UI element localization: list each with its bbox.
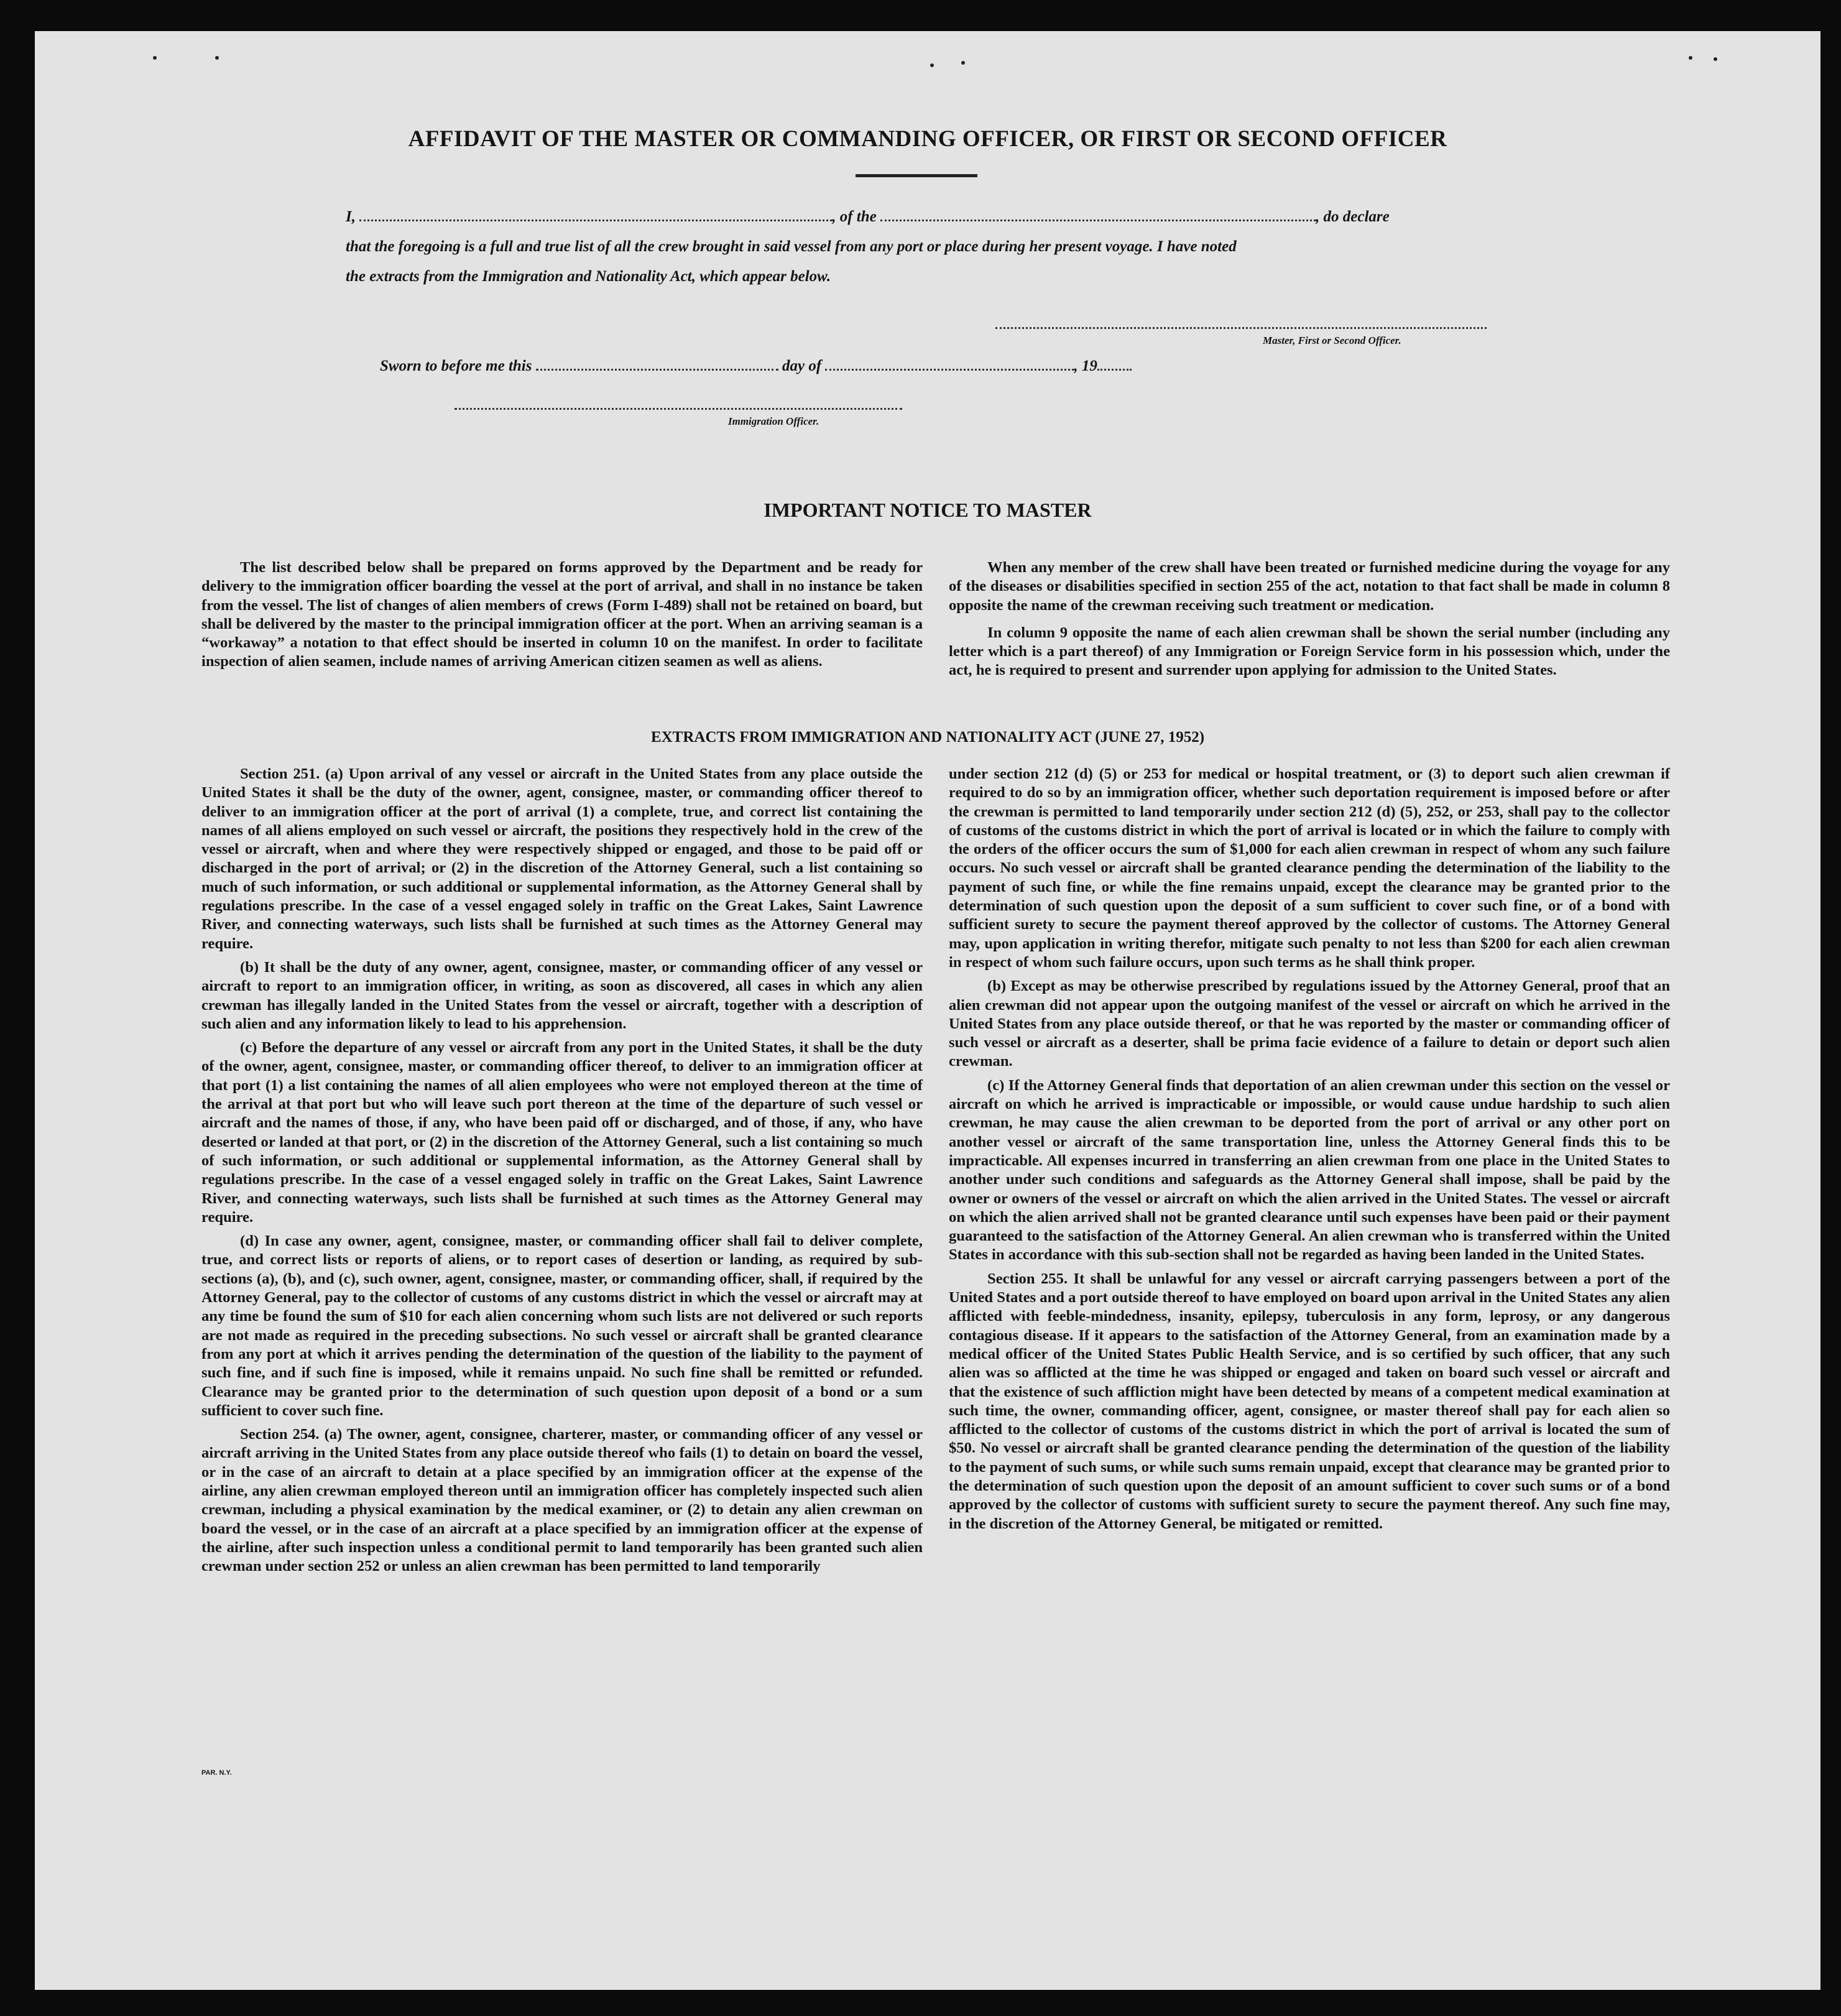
sworn-day-field[interactable]: [536, 368, 778, 371]
section-paragraph: Section 255. It shall be unlawful for any vessel or aircraft carrying passengers between a port of the United States and a port outside thereof to have employed on board upon arrival in the United States any alien afflicted with feeble-mindedness, insanity, epilepsy, tuberculosis in any form, leprosy, or any dangerous contagious disease. If it appears to the satisfaction of the Attorney General, from an examination made by a medical officer of the United States Public Health Service, and is so certified by such officer, that any such alien was so afflicted at the time he was shipped or engaged and taken on board such vessel or aircraft and that the existence of such affliction might have been detected by means of a competent medical examination at such time, the owner, commanding officer, agent, consignee, or master thereof shall pay for each alien so afflicted to the collector of customs of the customs district in which the port of arrival is located the sum of $50. No vessel or aircraft shall be granted clearance pending the determination of the question of the liability to the payment of such sums, or while such sums remain unpaid, except that clearance may be granted prior to the determination of such question upon the deposit of an amount sufficient to cover such sums or of a bond approved by the collector of customs with sufficient surety to secure the payment thereof. Any such fine may, in the discretion of the Attorney General, be mitigated or remitted.: [949, 1270, 1670, 1532]
scan-speck: [961, 61, 965, 65]
extracts-right-column: [949, 765, 1670, 1538]
notice-left-column: [201, 558, 923, 677]
officer-signature-line[interactable]: [454, 408, 902, 410]
scan-speck: [930, 63, 934, 67]
year-prefix-label: , 19: [1074, 358, 1097, 374]
vessel-field[interactable]: [880, 218, 1316, 221]
section-paragraph: (b) Except as may be otherwise prescribed by regulations issued by the Attorney General, proof that an alien crewman did not appear upon the outgoing manifest of the vessel or aircraft on which he arrived in the United States from any place outside thereof, or that he was reported by the master or commanding officer of such vessel or aircraft as a deserter, shall be prima facie evidence of a failure to detain or deport such alien crewman.: [949, 978, 1670, 1070]
extracts-left-column: [201, 765, 923, 1581]
declaration-line-3: the extracts from the Immigration and Nationality Act, which appear below.: [346, 268, 831, 285]
notice-paragraph: The list described below shall be prepared on forms approved by the Department and be ready for delivery to the immigration officer boarding the vessel at the port of arrival, and shall in no instance be taken from the vessel. The list of changes of alien members of crews (Form I-489) shall not be retained on board, but shall be delivered by the master to the principal immigration officer at the port. When an arriving seaman is a “workaway” a notation to that effect should be inserted in column 10 on the manifest. In order to facilitate inspection of alien seamen, include names of arriving American citizen seamen as well as aliens.: [201, 559, 923, 670]
sworn-month-field[interactable]: [825, 368, 1074, 371]
officer-signature-caption: Immigration Officer.: [728, 415, 819, 427]
scan-speck: [153, 56, 157, 60]
declaration-line-2: that the foregoing is a full and true list of all the crew brought in said vessel from any port or place during her present voyage. I have noted: [346, 238, 1237, 255]
declaration-do-declare-label: , do declare: [1316, 208, 1390, 225]
name-field[interactable]: [359, 218, 832, 221]
section-paragraph: (b) It shall be the duty of any owner, agent, consignee, master, or commanding officer of any vessel or aircraft to report to an immigration officer, in writing, as soon as discovered, all cases in which any alien crewman has illegally landed in the United States from the vessel or aircraft, together with a description of such alien and any information likely to lead to his apprehension.: [201, 958, 923, 1032]
notice-title: IMPORTANT NOTICE TO MASTER: [764, 499, 1092, 521]
extracts-title: EXTRACTS FROM IMMIGRATION AND NATIONALITY ACT (JUNE 27, 1952): [650, 729, 1205, 746]
scan-speck: [1689, 56, 1692, 60]
sworn-year-field[interactable]: [1097, 368, 1132, 371]
section-paragraph: (c) If the Attorney General finds that deportation of an alien crewman under this section on the vessel or aircraft on which he arrived is impracticable or impossible, or would cause undue hardship to such alien crewman, he may cause the alien crewman to be deported from the port of arrival or any other port on another vessel or aircraft of the same transportation line, unless the Attorney General finds this to be impracticable. All expenses incurred in transferring an alien crewman from one place in the United States to another under such conditions and safeguards as the Attorney General shall impose, shall be paid by the owner or owners of the vessel or aircraft on which the alien arrived in the United States. The vessel or aircraft on which the alien arrived shall not be granted clearance until such expenses have been paid or their payment guaranteed to the satisfaction of the Attorney General. An alien crewman who is transferred within the United States in accordance with this sub-section shall not be regarded as having been landed in the United States.: [949, 1076, 1670, 1264]
section-paragraph: (d) In case any owner, agent, consignee, master, or commanding officer shall fail to deliver complete, true, and correct lists or reports of aliens, or to report cases of desertion or landing, as required by sub-sections (a), (b), and (c), such owner, agent, consignee, master, or commanding officer, shall, if required by the Attorney General, pay to the collector of customs of any customs district in which the vessel or aircraft may at any time be found the sum of $10 for each alien concerning whom such lists are not delivered or such reports are not made as required in the preceding subsections. No such vessel or aircraft shall be granted clearance from any port at which it arrives pending the determination of the question of the liability to the payment of such fine, and if such fine is imposed, while it remains unpaid. No such fine shall be remitted or refunded. Clearance may be granted prior to the determination of such question upon deposit of a bond or a sum sufficient to cover such fine.: [201, 1232, 923, 1419]
notice-right-column: [949, 558, 1670, 685]
master-signature-caption: Master, First or Second Officer.: [1263, 335, 1401, 346]
title-underline: [856, 174, 977, 177]
master-signature-line[interactable]: [995, 327, 1487, 329]
notice-paragraph: In column 9 opposite the name of each alien crewman shall be shown the serial number (including any letter which is a part thereof) of any Immigration or Foreign Service form in his possession which, under the act, he is required to present and surrender upon applying for admission to the United States.: [949, 624, 1670, 679]
affidavit-title: AFFIDAVIT OF THE MASTER OR COMMANDING OFFICER, OR FIRST OR SECOND OFFICER: [408, 126, 1447, 152]
scan-speck: [1714, 57, 1717, 61]
sworn-line: [380, 358, 1561, 375]
notice-paragraph: When any member of the crew shall have been treated or furnished medicine during the voyage for any of the diseases or disabilities specified in section 255 of the act, notation to that fact shall be made in column 8 opposite the name of the crewman receiving such treatment or medication.: [949, 559, 1670, 614]
declaration-of-the-label: , of the: [832, 208, 877, 225]
document-page: [35, 31, 1820, 1990]
section-paragraph: (c) Before the departure of any vessel or aircraft from any port in the United States, it shall be the duty of the owner, agent, consignee, master, or commanding officer thereof, to deliver to an immigration officer at that port (1) a list containing the names of all alien employees who were not employed thereon at the time of the arrival at that port but who will leave such port thereon at the time of the departure of such vessel or aircraft and the names of those, if any, who have been paid off or discharged, and of those, if any, who have deserted or landed at that port, or (2) in the discretion of the Attorney General, such a list containing so much of such information, or such additional or supplemental information, as the Attorney General shall by regulations prescribe. In the case of a vessel engaged solely in traffic on the Great Lakes, Saint Lawrence River, and connecting waterways, such lists shall be furnished at such times as the Attorney General may require.: [201, 1039, 923, 1226]
declaration-line-1: [346, 208, 1527, 226]
scan-speck: [215, 56, 219, 60]
day-of-label: day of: [782, 358, 822, 374]
section-paragraph: Section 251. (a) Upon arrival of any vessel or aircraft in the United States from any place outside the United States it shall be the duty of the owner, agent, consignee, master, or commanding officer thereof to deliver to an immigration officer at the port of arrival (1) a complete, true, and correct list containing the names of all aliens employed on such vessel or aircraft, the positions they respectively hold in the crew of the vessel or aircraft, when and where they were respectively shipped or engaged, and those to be paid off or discharged in the port of arrival; or (2) in the discretion of the Attorney General, such a list containing so much of such information, or such additional or supplemental information, as the Attorney General shall by regulations prescribe. In the case of a vessel engaged solely in traffic on the Great Lakes, Saint Lawrence River, and connecting waterways, such lists shall be furnished at such times as the Attorney General may require.: [201, 765, 923, 952]
section-paragraph: Section 254. (a) The owner, agent, consignee, charterer, master, or commanding officer of any vessel or aircraft arriving in the United States from any place outside thereof who fails (1) to detain on board the vessel, or in the case of an aircraft to detain at a place specified by an immigration officer at the expense of the airline, any alien crewman employed thereon until an immigration officer has completely inspected such alien crewman, including a physical examination by the medical examiner, or (2) to detain any alien crewman on board the vessel, or in the case of an aircraft at a place specified by an immigration officer at the expense of the airline, after such inspection unless a conditional permit to land temporarily has been granted such alien crewman under section 252 or unless an alien crewman has been permitted to land temporarily: [201, 1426, 923, 1575]
declaration-i-label: I,: [346, 208, 356, 225]
section-paragraph: under section 212 (d) (5) or 253 for medical or hospital treatment, or (3) to deport such alien crewman if required to do so by an immigration officer, whether such deportation requirement is imposed before or after the crewman is permitted to land temporarily under section 212 (d) (5), 252, or 253, shall pay to the collector of customs of the customs district in which the port of arrival is located or in which the failure to comply with the orders of the officer occurs the sum of $1,000 for each alien crewman in respect of whom any such failure occurs. No such vessel or aircraft shall be granted clearance pending the determination of the liability to the payment of such fine, or while the fine remains unpaid, except the clearance may be granted prior to the determination of such question upon the deposit of a sum sufficient to cover such fine, or of a bond with sufficient surety to secure the payment thereof approved by the collector of customs. The Attorney General may, upon application in writing therefor, mitigate such penalty to not less than $200 for each alien crewman in respect of whom such failure occurs, upon such terms as he shall think proper.: [949, 765, 1670, 971]
printer-mark: PAR. N.Y.: [201, 1769, 232, 1777]
sworn-label: Sworn to before me this: [380, 358, 532, 374]
